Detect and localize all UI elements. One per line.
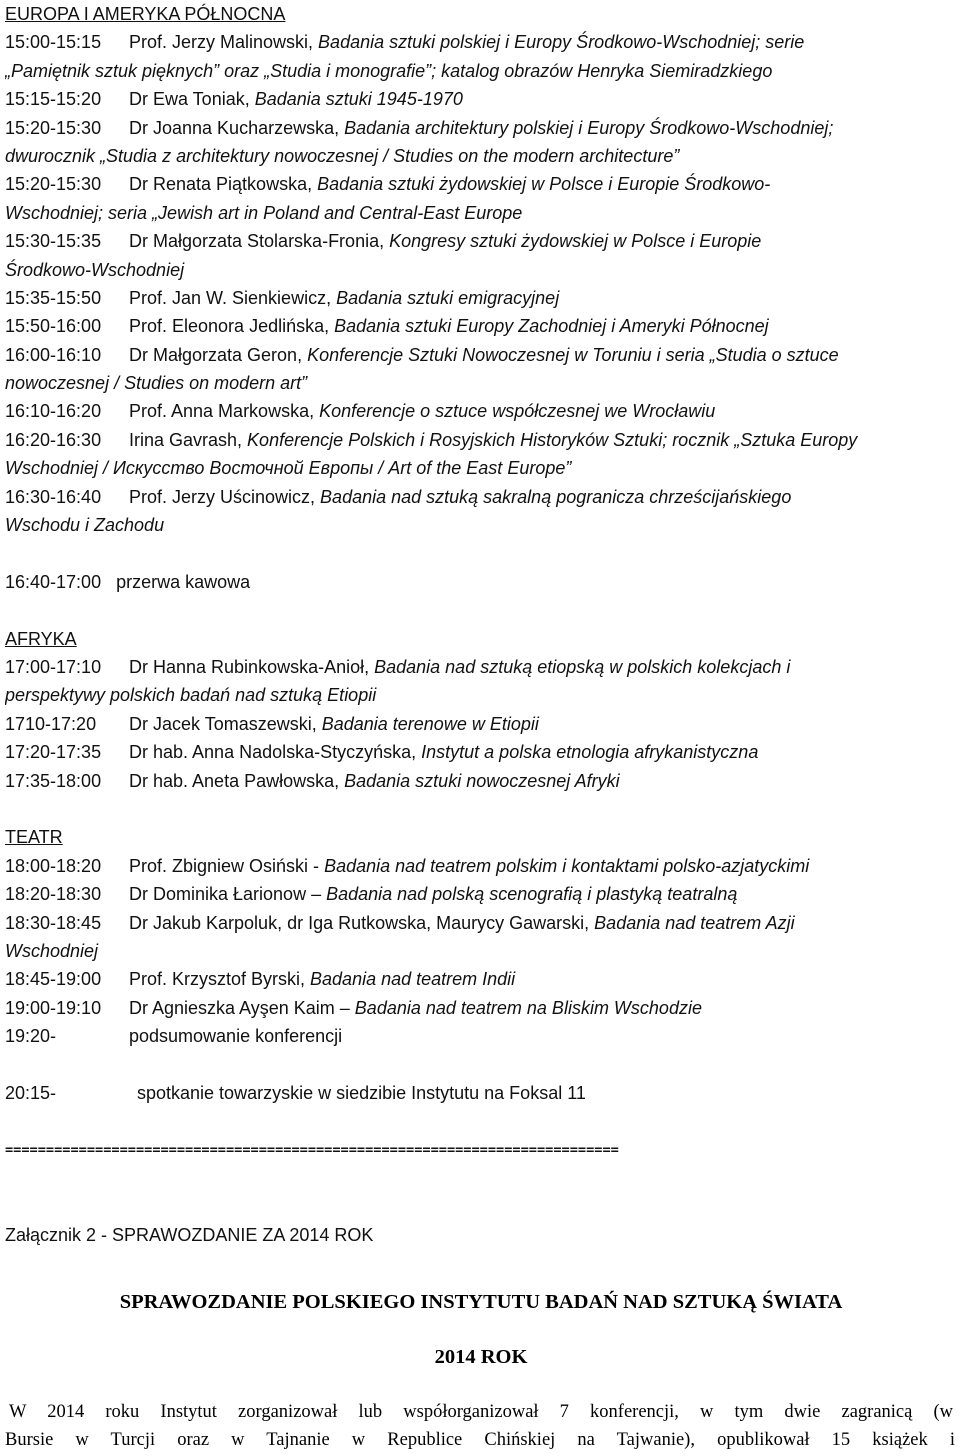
- evening-meeting: [5, 1079, 957, 1107]
- time-slot: 16:20-16:30: [5, 429, 102, 450]
- coffee-break: [5, 568, 957, 596]
- speaker: Dr Małgorzata Geron,: [129, 344, 308, 365]
- speaker: Dr Jakub Karpoluk, dr Iga Rutkowska, Maurycy Gawarski,: [129, 912, 595, 933]
- time-slot: 15:15-15:20: [5, 89, 102, 110]
- topic-continuation: Środkowo-Wschodniej: [5, 259, 185, 280]
- speaker: Dr Dominika Łarionow –: [129, 884, 327, 905]
- topic: Kongresy sztuki żydowskiej w Polsce i Europie: [389, 231, 762, 252]
- speaker: Prof. Krzysztof Byrski,: [129, 969, 311, 990]
- topic: Badania nad teatrem Indii: [310, 969, 516, 990]
- schedule-row: [5, 341, 957, 369]
- time-slot: 17:20-17:35: [5, 742, 102, 763]
- schedule-row: [5, 312, 957, 340]
- appendix-title: Załącznik 2 - SPRAWOZDANIE ZA 2014 ROK: [5, 1224, 374, 1245]
- time-slot: 15:20-15:30: [5, 117, 102, 138]
- schedule-row: [5, 199, 957, 227]
- schedule-row: [5, 369, 957, 397]
- coffee-time: 16:40-17:00: [5, 571, 102, 592]
- time-slot: 15:00-15:15: [5, 32, 102, 53]
- topic: Badania nad sztuką sakralną pogranicza chrześcijańskiego: [320, 486, 792, 507]
- time-slot: 18:00-18:20: [5, 855, 102, 876]
- topic: Badania sztuki 1945-1970: [254, 89, 463, 110]
- schedule-row: [5, 170, 957, 198]
- topic: Badania nad teatrem Azji: [594, 912, 795, 933]
- evening-time: 20:15-: [5, 1082, 57, 1103]
- time-slot: 19:20-: [5, 1026, 57, 1047]
- schedule-row: [5, 738, 957, 766]
- topic-continuation: dwurocznik „Studia z architektury nowoczesnej / Studies on the modern architecture”: [5, 145, 680, 166]
- speaker: Dr Małgorzata Stolarska-Fronia,: [129, 231, 390, 252]
- time-slot: 15:30-15:35: [5, 231, 102, 252]
- topic-continuation: Wschodniej: [5, 940, 99, 961]
- report-paragraph-line-1: W 2014 roku Instytut zorganizował lub współorganizował 7 konferencji, w tym dwie zagranicą (w: [9, 1402, 953, 1422]
- schedule-row: [5, 114, 957, 142]
- speaker: Irina Gavrash,: [129, 429, 248, 450]
- time-slot: 15:20-15:30: [5, 174, 102, 195]
- section-header-theatre: TEATR: [5, 827, 63, 848]
- report-title: SPRAWOZDANIE POLSKIEGO INSTYTUTU BADAŃ NAD SZTUKĄ ŚWIATA: [119, 1291, 843, 1313]
- time-slot: 18:45-19:00: [5, 969, 102, 990]
- topic: Badania sztuki nowoczesnej Afryki: [344, 770, 620, 791]
- schedule-row: [5, 142, 957, 170]
- topic: Badania sztuki żydowskiej w Polsce i Europie Środkowo-: [317, 174, 771, 195]
- topic: Badania nad teatrem polskim i kontaktami polsko-azjatyckimi: [324, 855, 810, 876]
- time-slot: 19:00-19:10: [5, 997, 102, 1018]
- theatre-schedule: [5, 852, 957, 1051]
- time-slot: 1710-17:20: [5, 713, 97, 734]
- speaker: Prof. Zbigniew Osiński -: [129, 855, 325, 876]
- speaker: Prof. Eleonora Jedlińska,: [129, 316, 335, 337]
- schedule-row: [5, 681, 957, 709]
- schedule-row: [5, 937, 957, 965]
- topic: Badania sztuki emigracyjnej: [336, 287, 560, 308]
- time-slot: 18:20-18:30: [5, 884, 102, 905]
- schedule-row: [5, 511, 957, 539]
- speaker: Dr Hanna Rubinkowska-Anioł,: [129, 656, 375, 677]
- africa-schedule: [5, 653, 957, 795]
- schedule-row: [5, 710, 957, 738]
- document: [5, 0, 957, 1249]
- schedule-row: [5, 85, 957, 113]
- topic-continuation: nowoczesnej / Studies on modern art”: [5, 373, 308, 394]
- time-slot: 16:10-16:20: [5, 401, 102, 422]
- schedule-row: [5, 227, 957, 255]
- topic: Badania nad sztuką etiopską w polskich kolekcjach i: [374, 656, 791, 677]
- topic: Konferencje Sztuki Nowoczesnej w Toruniu i seria „Studia o sztuce: [307, 344, 839, 365]
- schedule-row: [5, 994, 957, 1022]
- schedule-row: [5, 965, 957, 993]
- speaker: Dr Ewa Toniak,: [129, 89, 255, 110]
- time-slot: 18:30-18:45: [5, 912, 102, 933]
- schedule-row: [5, 909, 957, 937]
- time-slot: 16:00-16:10: [5, 344, 102, 365]
- topic: Badania nad polską scenografią i plastyką teatralną: [326, 884, 738, 905]
- section-header-africa: AFRYKA: [5, 628, 77, 649]
- speaker: Dr hab. Aneta Pawłowska,: [129, 770, 345, 791]
- europe-schedule: [5, 28, 957, 539]
- time-slot: 15:50-16:00: [5, 316, 102, 337]
- time-slot: 15:35-15:50: [5, 287, 102, 308]
- speaker: Prof. Anna Markowska,: [129, 401, 320, 422]
- speaker: podsumowanie konferencji: [129, 1026, 343, 1047]
- schedule-row: [5, 852, 957, 880]
- schedule-row: [5, 1022, 957, 1050]
- speaker: Prof. Jan W. Sienkiewicz,: [129, 287, 337, 308]
- topic-continuation: Wschodniej; seria „Jewish art in Poland and Central-East Europe: [5, 202, 523, 223]
- topic-continuation: perspektywy polskich badań nad sztuką Etiopii: [5, 685, 377, 706]
- schedule-row: [5, 57, 957, 85]
- schedule-row: [5, 653, 957, 681]
- time-slot: 17:00-17:10: [5, 656, 102, 677]
- schedule-row: [5, 767, 957, 795]
- schedule-row: [5, 880, 957, 908]
- schedule-row: [5, 284, 957, 312]
- schedule-row: [5, 28, 957, 56]
- topic-continuation: Wschodu i Zachodu: [5, 515, 165, 536]
- speaker: Dr Joanna Kucharzewska,: [129, 117, 345, 138]
- topic: Konferencje o sztuce współczesnej we Wrocławiu: [319, 401, 716, 422]
- report-paragraph-line-2: Bursie w Turcji oraz w Tajnanie w Republice Chińskiej na Tajwanie), opublikował 15 książek i: [5, 1430, 955, 1450]
- schedule-row: [5, 454, 957, 482]
- topic: Badania nad teatrem na Bliskim Wschodzie: [354, 997, 702, 1018]
- time-slot: 17:35-18:00: [5, 770, 102, 791]
- topic: Konferencje Polskich i Rosyjskich Historyków Sztuki; rocznik „Sztuka Europy: [247, 429, 858, 450]
- section-header-europe: EUROPA I AMERYKA PÓŁNOCNA: [5, 4, 286, 24]
- separator-line: ===========================================================================: [5, 1141, 619, 1158]
- schedule-row: [5, 256, 957, 284]
- speaker: Dr hab. Anna Nadolska-Styczyńska,: [129, 742, 422, 763]
- topic: Badania architektury polskiej i Europy Środkowo-Wschodniej;: [344, 117, 834, 138]
- topic: Badania sztuki polskiej i Europy Środkowo-Wschodniej; serie: [318, 32, 805, 53]
- schedule-row: [5, 426, 957, 454]
- topic: Instytut a polska etnologia afrykanistyczna: [421, 742, 759, 763]
- coffee-label: przerwa kawowa: [116, 571, 251, 592]
- schedule-row: [5, 397, 957, 425]
- speaker: Dr Jacek Tomaszewski,: [129, 713, 322, 734]
- topic-continuation: „Pamiętnik sztuk pięknych” oraz „Studia i monografie”; katalog obrazów Henryka Siemiradzkiego: [5, 60, 773, 81]
- speaker: Dr Agnieszka Ayşen Kaim –: [129, 997, 355, 1018]
- topic: Badania terenowe w Etiopii: [321, 713, 539, 734]
- speaker: Prof. Jerzy Uścinowicz,: [129, 486, 321, 507]
- speaker: Dr Renata Piątkowska,: [129, 174, 318, 195]
- speaker: Prof. Jerzy Malinowski,: [129, 32, 319, 53]
- report-year: 2014 ROK: [434, 1346, 528, 1368]
- evening-label: spotkanie towarzyskie w siedzibie Instytutu na Foksal 11: [137, 1082, 586, 1103]
- topic-continuation: Wschodniej / Искусство Восточной Европы / Art of the East Europe”: [5, 458, 572, 479]
- time-slot: 16:30-16:40: [5, 486, 102, 507]
- topic: Badania sztuki Europy Zachodniej i Ameryki Północnej: [334, 316, 769, 337]
- schedule-row: [5, 483, 957, 511]
